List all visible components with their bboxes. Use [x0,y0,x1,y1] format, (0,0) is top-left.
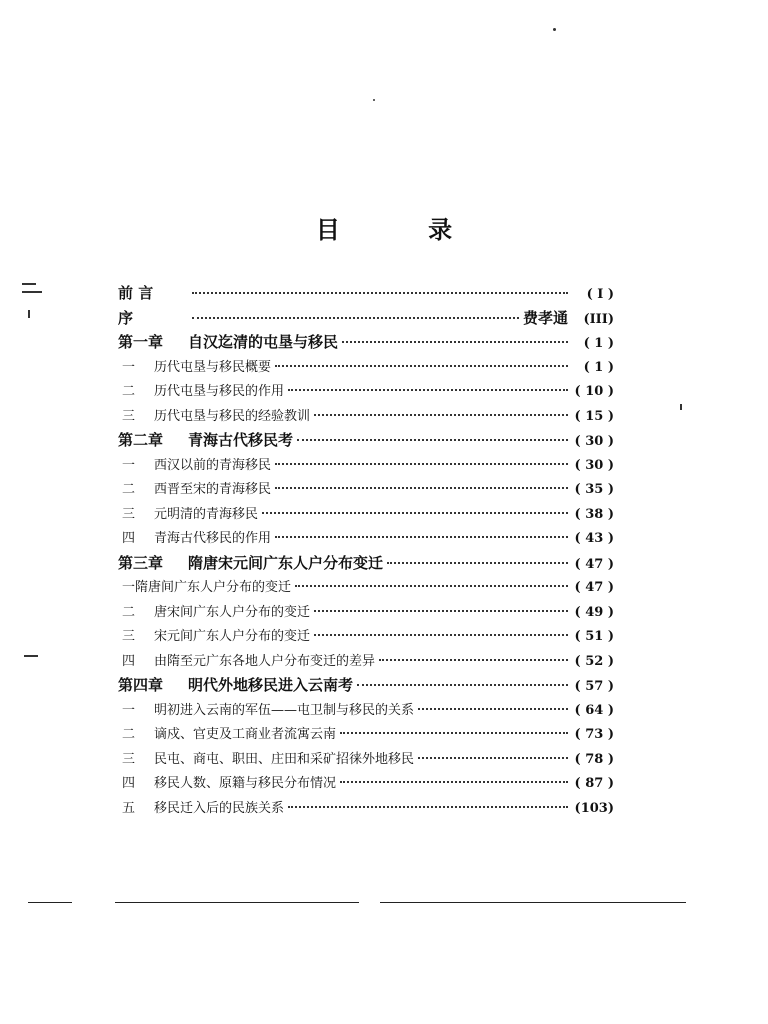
dot-leader [262,512,568,514]
dot-leader [295,585,568,587]
toc-section-row [118,723,614,748]
toc-page-number: ( 30 ) [574,434,614,449]
toc-number: 二 [122,384,136,399]
toc-page-number: ( 57 ) [574,679,614,694]
dot-leader [192,317,519,319]
toc-chapter-row [118,307,614,332]
scan-speck [22,283,36,285]
toc-page-number: ( 73 ) [574,727,614,742]
toc-author: 费孝通 [522,308,568,327]
toc-chapter-row [118,429,614,454]
toc-number: 四 [122,531,136,546]
dot-leader [387,562,568,564]
dot-leader [418,757,568,759]
toc-number: 五 [122,800,136,816]
toc-section-row [118,503,614,528]
dot-leader [275,365,568,367]
toc-title: 西晋至宋的青海移民 [154,482,272,497]
toc-number: 第三章 [118,553,164,572]
toc-number: 序 [118,308,134,327]
toc-title: 自汉迄清的屯垦与移民 [188,333,339,351]
toc-page-number: ( 30 ) [574,457,614,473]
toc-section-row [118,625,614,650]
toc-number: 一 [122,702,136,718]
toc-number: 三 [122,629,136,644]
toc-title: 明代外地移民进入云南考 [188,676,354,694]
toc-number: 四 [122,653,136,669]
toc-section-row [118,748,614,773]
toc-page-number: ( 43 ) [574,531,614,546]
toc-section-row [118,601,614,626]
toc-number: 一 [122,457,136,473]
toc-chapter-row [118,282,614,307]
dot-leader [275,536,568,538]
dot-leader [275,487,568,489]
toc-page-number: ( 10 ) [574,384,614,399]
dot-leader [340,732,568,734]
dot-leader [297,439,568,441]
toc-chapter-row [118,552,614,577]
toc-number: 一 [122,580,136,595]
toc-section-row [118,380,614,405]
toc-page-number: ( 1 ) [583,359,614,375]
toc-number: 第二章 [118,431,164,449]
dot-leader [288,389,568,391]
dot-leader [275,463,568,465]
toc-page-number: ( 38 ) [574,506,614,522]
toc-number: 一 [122,359,136,375]
dot-leader [314,610,568,612]
scan-speck [553,28,556,31]
toc-section-row [118,356,614,381]
toc-title: 历代屯垦与移民的作用 [154,384,285,399]
dot-leader [342,341,568,343]
toc-title: 宋元间广东人户分布的变迁 [154,629,311,644]
toc-page-number: ( 49 ) [574,604,614,620]
toc-section-row [118,650,614,675]
scan-speck [28,310,30,318]
toc-title: 历代屯垦与移民的经验教训 [154,408,311,424]
toc-section-row [118,772,614,797]
toc-page-number: ( 64 ) [574,702,614,718]
toc-title: 历代屯垦与移民概要 [154,359,272,375]
toc-title: 青海古代移民的作用 [154,531,272,546]
toc-title: 隋唐间广东人户分布的变迁 [135,580,292,595]
dot-leader [288,806,568,808]
dot-leader [314,634,568,636]
toc-page-number: ( 15 ) [574,408,614,424]
toc-page-number: ( I ) [586,287,614,302]
toc-page-number: ( 78 ) [574,751,614,767]
toc-page-number: (III) [583,311,614,327]
scan-speck [24,655,38,657]
dot-leader [357,684,568,686]
toc-number: 二 [122,727,136,742]
toc-page-number: ( 51 ) [574,629,614,644]
footer-rule [380,902,686,903]
toc-title: 明初进入云南的军伍——屯卫制与移民的关系 [154,702,415,718]
toc-chapter-row [118,674,614,699]
toc-chapter-row [118,331,614,356]
toc-title: 移民人数、原籍与移民分布情况 [154,776,337,791]
toc-section-row [118,405,614,430]
toc-section-row [118,576,614,601]
toc-page-number: ( 1 ) [583,336,614,351]
toc-page-number: ( 52 ) [574,653,614,669]
dot-leader [340,781,568,783]
toc-title: 隋唐宋元间广东人户分布变迁 [188,553,384,572]
toc-page-number: ( 47 ) [574,556,614,572]
toc-number: 第四章 [118,676,164,694]
toc-title: 唐宋间广东人户分布的变迁 [154,604,311,620]
toc-title: 谪戍、官吏及工商业者流寓云南 [154,727,337,742]
toc-number: 二 [122,482,136,497]
toc-page-number: ( 47 ) [574,580,614,595]
toc-section-row [118,478,614,503]
page-title: 目 录 [315,215,493,244]
dot-leader [314,414,568,416]
toc-page-number: ( 35 ) [574,482,614,497]
toc-number: 三 [122,408,136,424]
toc-section-row [118,527,614,552]
toc-title: 由隋至元广东各地人户分布变迁的差异 [154,653,376,669]
toc-title: 民屯、商屯、职田、庄田和采矿招徕外地移民 [154,751,415,767]
toc-title: 元明清的青海移民 [154,506,259,522]
dot-leader [192,292,568,294]
scan-speck [22,291,42,293]
toc-title: 移民迁入后的民族关系 [154,800,285,816]
toc-section-row [118,454,614,479]
toc-page-number: (103) [574,800,614,816]
toc-number: 三 [122,506,136,522]
toc-title: 西汉以前的青海移民 [154,457,272,473]
dot-leader [379,659,568,661]
toc-number: 四 [122,776,136,791]
toc-number: 前 言 [118,284,154,302]
toc-number: 第一章 [118,333,164,351]
table-of-contents [118,282,614,821]
footer-rule [28,902,72,903]
scan-speck [373,99,375,101]
toc-number: 三 [122,751,136,767]
scan-speck [680,404,682,410]
dot-leader [418,708,568,710]
footer-rule [115,902,359,903]
toc-number: 二 [122,604,136,620]
toc-section-row [118,797,614,822]
toc-page-number: ( 87 ) [574,776,614,791]
toc-section-row [118,699,614,724]
toc-title: 青海古代移民考 [188,431,294,449]
